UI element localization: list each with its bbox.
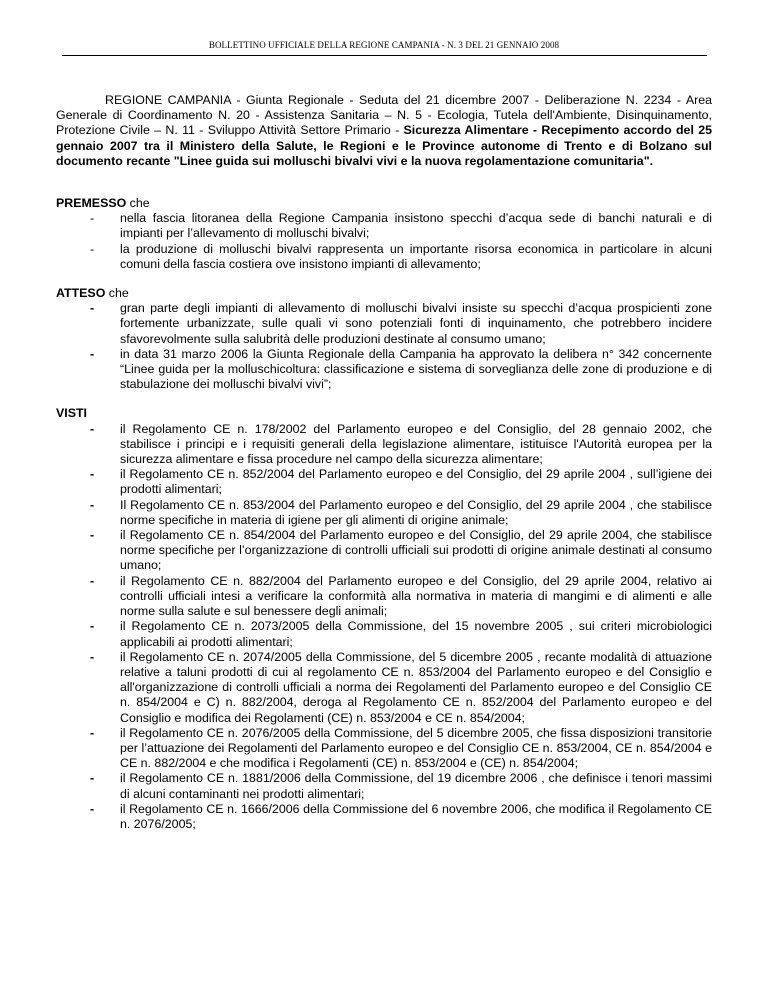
document-body [56, 93, 712, 832]
premesso-list [56, 211, 712, 272]
section-premesso [56, 196, 712, 272]
list-item: - il Regolamento CE n. 1881/2006 della Commissione, del 19 dicembre 2006 , che definisce i tenori massimi di alcuni contaminanti nei prodotti alimentari; [90, 771, 712, 801]
header-rule [62, 55, 707, 56]
intro-text: REGIONE CAMPANIA - Giunta Regionale - Seduta del 21 dicembre 2007 - Deliberazione N. 2234 - Area Generale di Coordinamento N. 20 - Assistenza Sanitaria – N. 5 - Ecologia, Tutela dell'Ambiente, Disinquinamento, Protezione Civile – N. 11 - Sviluppo Attività Settore Primario - [56, 93, 712, 138]
list-item: - la produzione di molluschi bivalvi rappresenta un importante risorsa economica in particolare in alcuni comuni della fascia costiera ove insistono impianti di allevamento; [90, 241, 712, 271]
section-atteso [56, 286, 712, 392]
section-visti [56, 406, 712, 832]
list-item: - in data 31 marzo 2006 la Giunta Regionale della Campania ha approvato la delibera n° 342 concernente “Linee guida per la molluschicoltura: classificazione e sistema di sorveglianza delle zone di produzione e di stabulazione dei molluschi bivalvi vivi”; [90, 346, 712, 392]
section-title: ATTESO che [56, 286, 129, 301]
atteso-list [56, 301, 712, 392]
visti-list [56, 422, 712, 832]
list-item: - il Regolamento CE n. 2073/2005 della Commissione, del 15 novembre 2005 , sui criteri microbiologici applicabili ai prodotti alimentari; [90, 619, 712, 649]
list-item: - il Regolamento CE n. 852/2004 del Parlamento europeo e del Consiglio, del 29 aprile 2004 , sull’igiene dei prodotti alimentari; [90, 467, 712, 497]
list-item: - il Regolamento CE n. 854/2004 del Parlamento europeo e del Consiglio, del 29 aprile 2004, che stabilisce norme specifiche per l’organizzazione di controlli ufficiali sui prodotti di origine animale destinati al consumo umano; [90, 528, 712, 573]
list-item: - il Regolamento CE n. 2074/2005 della Commissione, del 5 dicembre 2005 , recante modalità di attuazione relative a taluni prodotti di cui al regolamento CE n. 853/2004 del Parlamento europeo e del Consiglio e all'organizzazione di controlli ufficiali a norma dei Regolamenti del Parlamento europeo e del Consiglio CE n. 854/2004 e C) n. 882/2004, deroga al Regolamento CE n. 852/2004 del Parlamento europeo e del Consiglio e modifica dei Regolamenti (CE) n. 853/2004 e CE n. 854/2004; [90, 649, 712, 725]
list-item: - Il Regolamento CE n. 853/2004 del Parlamento europeo e del Consiglio, del 29 aprile 2004 , che stabilisce norme specifiche in materia di igiene per gli alimenti di origine animale; [90, 497, 712, 527]
list-item: - il Regolamento CE n. 178/2002 del Parlamento europeo e del Consiglio, del 28 gennaio 2002, che stabilisce i principi e i requisiti generali della legislazione alimentare, istituisce l'Autorità europea per la sicurezza alimentare e fissa procedure nel campo della sicurezza alimentare; [90, 421, 712, 467]
intro-subject: Sicurezza Alimentare - Recepimento accordo del 25 gennaio 2007 tra il Ministero della Salute, le Regioni e le Province autonome di Trento e di Bolzano sul documento recante "Linee guida sui molluschi bivalvi vivi e la nuova regolamentazione comunitaria". [56, 123, 712, 168]
section-title: VISTI [56, 406, 87, 421]
list-item: - il Regolamento CE n. 2076/2005 della Commissione, del 5 dicembre 2005, che fissa disposizioni transitorie per l’attuazione dei Regolamenti del Parlamento europeo e del Consiglio CE n. 853/2004, CE n. 854/2004 e CE n. 882/2004 e che modifica i Regolamenti (CE) n. 853/2004 e (CE) n. 854/2004; [90, 725, 712, 771]
list-item: - il Regolamento CE n. 882/2004 del Parlamento europeo e del Consiglio, del 29 aprile 2004, relativo ai controlli ufficiali intesi a verificare la conformità alla normativa in materia di mangimi e di alimenti e alle norme sulla salute e sul benessere degli animali; [90, 573, 712, 619]
list-item: - il Regolamento CE n. 1666/2006 della Commissione del 6 novembre 2006, che modifica il Regolamento CE n. 2076/2005; [90, 801, 712, 831]
bulletin-header: BOLLETTINO UFFICIALE DELLA REGIONE CAMPANIA - N. 3 DEL 21 GENNAIO 2008 [208, 40, 560, 50]
list-item: - nella fascia litoranea della Regione Campania insistono specchi d’acqua sede di banchi naturali e di impianti per l’allevamento di molluschi bivalvi; [90, 211, 712, 241]
deliberation-intro [56, 93, 712, 169]
list-item: - gran parte degli impianti di allevamento di molluschi bivalvi insiste su specchi d’acqua prospicienti zone fortemente urbanizzate, sulle quali vi sono potenziali fonti di inquinamento, che potrebbero incidere sfavorevolmente sulla salubrità delle produzioni destinate al consumo umano; [90, 301, 712, 346]
section-title: PREMESSO che [56, 196, 150, 211]
